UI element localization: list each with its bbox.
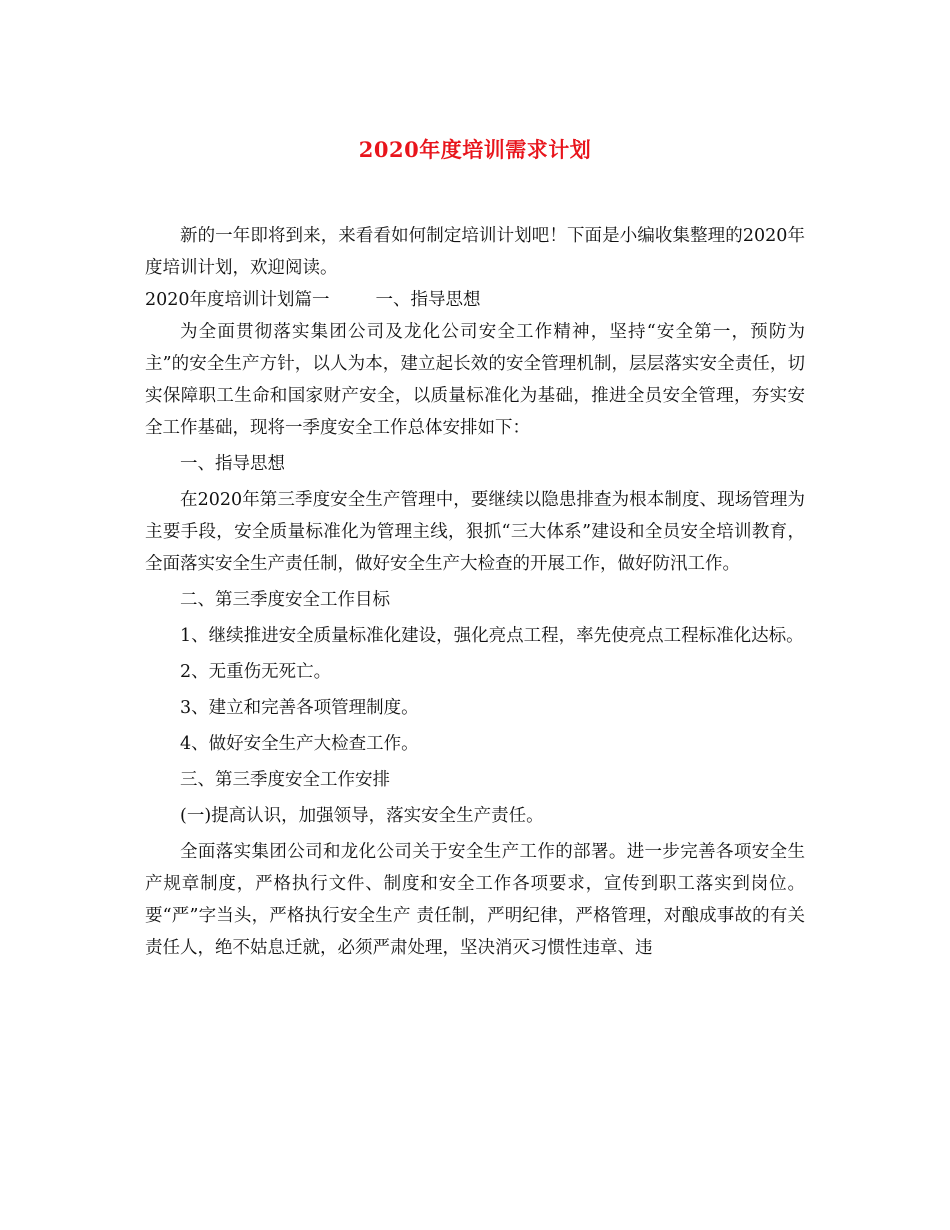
document-title: 2020年度培训需求计划	[358, 137, 592, 162]
paragraph-purpose: 为全面贯彻落实集团公司及龙化公司安全工作精神，坚持“安全第一，预防为主”的安全生产方针，以人为本，建立起长效的安全管理机制，层层落实安全责任，切实保障职工生命和国家财产安全，以质量标准化为基础，推进全员安全管理，夯实安全工作基础，现将一季度安全工作总体安排如下：	[145, 322, 805, 438]
paragraph-guiding-thought: 在2020年第三季度安全生产管理中，要继续以隐患排查为根本制度、现场管理为主要手段，安全质量标准化为管理主线，狠抓“三大体系”建设和全员安全培训教育，全面落实安全生产责任制，做好安全生产大检查的开展工作，做好防汛工作。	[145, 490, 805, 574]
goal-item-1: 1、继续推进安全质量标准化建设，强化亮点工程，率先使亮点工程标准化达标。	[180, 626, 804, 646]
heading-goals: 二、第三季度安全工作目标	[180, 590, 390, 610]
guiding-thought-inline-heading: 一、指导思想	[375, 290, 481, 310]
paragraph-section-heading	[145, 284, 805, 316]
paragraph-arrangement-1: 全面落实集团公司和龙化公司关于安全生产工作的部署。进一步完善各项安全生产规章制度，严格执行文件、制度和安全工作各项要求，宣传到职工落实到岗位。要“严”字当头，严格执行安全生产 责任制，严明纪律，严格管理，对酿成事故的有关责任人，绝不姑息迁就，必须严肃处理，坚决消灭习惯性违章、违	[145, 842, 805, 958]
plan-part-label: 2020年度培训计划篇一	[145, 290, 330, 310]
goal-item-3: 3、建立和完善各项管理制度。	[180, 698, 419, 718]
goal-item-4: 4、做好安全生产大检查工作。	[180, 734, 419, 754]
document-body	[145, 220, 805, 964]
heading-arrangements: 三、第三季度安全工作安排	[180, 770, 390, 790]
goal-item-2: 2、无重伤无死亡。	[180, 662, 332, 682]
heading-guiding-thought: 一、指导思想	[180, 454, 285, 474]
paragraph-intro: 新的一年即将到来，来看看如何制定培训计划吧！下面是小编收集整理的2020年度培训计划，欢迎阅读。	[145, 226, 805, 278]
arrangement-subheading-1: (一)提高认识，加强领导，落实安全生产责任。	[180, 806, 544, 826]
